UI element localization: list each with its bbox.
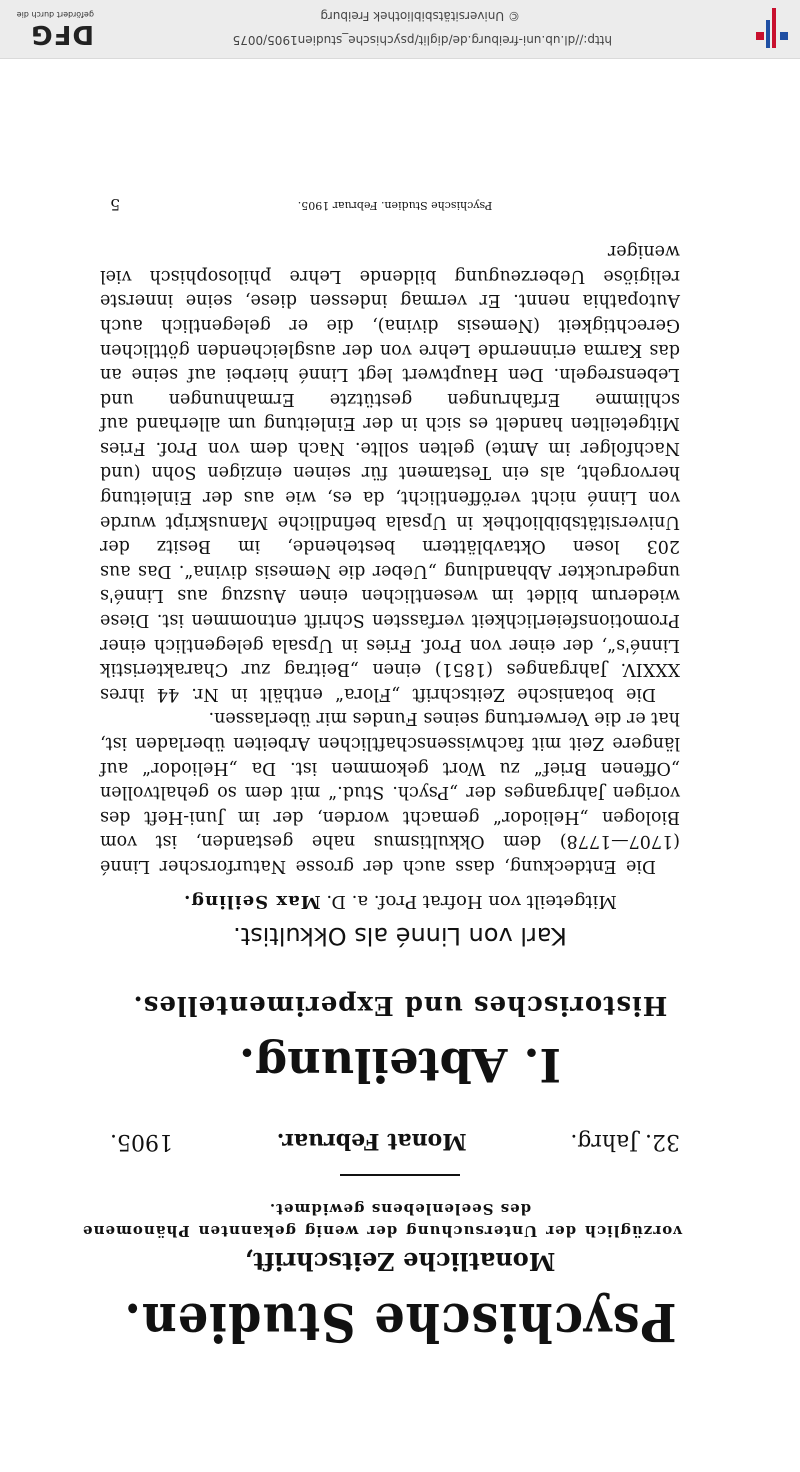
volume: 32. Jahrg. [570, 1129, 680, 1154]
journal-subtitle: Monatliche Zeitschrift, [244, 1247, 556, 1276]
ub-freiburg-logo-icon [750, 3, 794, 50]
dfg-sub-text: gefördert durch die [16, 10, 94, 19]
issue-month: Monat Februar. [276, 1128, 467, 1154]
section-subtitle: Historisches und Experimentelles. [132, 990, 668, 1020]
dfg-logo-text: DFG [30, 19, 94, 49]
copyright: © Universitätsbibliothek Freiburg [320, 9, 520, 23]
dateline [110, 1128, 680, 1154]
author-name: Max Seiling. [183, 891, 321, 912]
page-footer [110, 195, 680, 214]
source-url[interactable]: http://dl.ub.uni-freiburg.de/diglit/psychische_studien1905/0075 [232, 33, 612, 47]
running-title: Psychische Studien. Februar 1905. [297, 199, 493, 212]
journal-title: Psychische Studien. [123, 1291, 677, 1352]
article-title: Karl von Linné als Okkultist. [233, 922, 567, 950]
page-number: 5 [110, 195, 121, 214]
paragraph-1: Die Entdeckung, dass auch der grosse Naturforscher Linné (1707—1778) dem Okkultismus nahe gestanden, ist vom Biologen „Heliodor“ gemacht worden, der im Juni-Heft des vorigen Jahrganges der „Psych. Stud.“ mit dem so gehaltvollen „Offenen Brief“ zu Wort gekommen ist. Da „Heliodor“ auf längere Zeit mit fachwissenschaftlichen Arbeiten überladen ist, hat er die Verwertung seines Fundes mir überlassen. [100, 708, 680, 876]
journal-description-line2: des Seelenlebens gewidmet. [268, 1200, 532, 1218]
dfg-logo-icon [8, 7, 94, 49]
byline [0, 891, 800, 912]
year: 1905. [110, 1129, 173, 1154]
journal-description-line1: vorzüglich der Untersuchung der wenig gekannten Phänomene [82, 1222, 682, 1240]
article-body [100, 239, 680, 878]
paragraph-2: Die botanische Zeitschrift „Flora“ enthält in Nr. 44 ihres XXXIV. Jahrganges (1851) einen „Beitrag zur Charakteristik Linné's“, der einer von Prof. Fries in Upsala gelegentlich einer Promotionsfeierlichkeit verfassten Schrift entnommen ist. Diese wiederum bildet im wesentlichen einen Auszug aus Linné's ungedruckter Abhandlung „Ueber die Nemesis divina“. Das aus 203 losen Oktavblättern bestehende, im Besitz der Universitätsbibliothek in Upsala befindliche Manuskript wurde von Linné nicht veröffentlicht, da es, wie aus der Einleitung hervorgeht, als ein Testament für seinen einzigen Sohn (und Nachfolger im Amte) gelten sollte. Nach dem von Prof. Fries Mitgeteilten handelt es sich in der Einleitung um allerhand auf schlimme Erfahrungen gestützte Ermahnungen und Lebensregeln. Den Hauptwert legt Linné hierbei auf seine an das Karma erinnernde Lehre von der ausgleichenden göttlichen Gerechtigkeit (Nemesis divina), die er gelegentlich auch Autopathia nennt. Er vermag indessen diese, seine innerste religiöse Ueberzeugung bildende Lehre philosophisch viel weniger [100, 241, 680, 704]
digitization-banner [0, 0, 800, 59]
masthead-rule [340, 1174, 460, 1176]
section-title: I. Abteilung. [239, 1038, 561, 1092]
byline-prefix: Mitgeteilt von Hofrat Prof. a. D. [326, 891, 617, 912]
